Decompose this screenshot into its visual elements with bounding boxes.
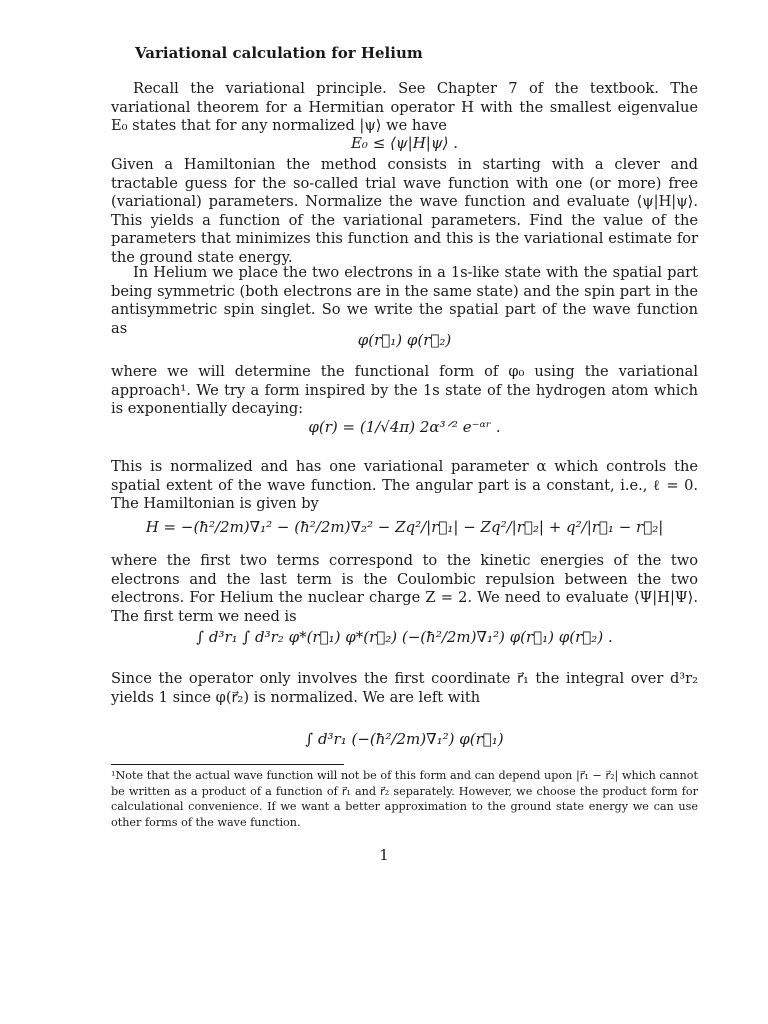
paragraph-text: Since the operator only involves the first coordinate r⃗₁ the integral over d³r₂ yields 1 since φ(r⃗₂) is normalized. We are left with bbox=[111, 670, 698, 706]
equation-remaining-integral: ∫ d³r₁ (−(ħ²/2m)∇₁²) φ(r⃗₁) bbox=[305, 730, 504, 748]
footnote-text: ¹Note that the actual wave function will not be of this form and can depend upon |r⃗₁ − r⃗₂| which cannot be written as a product of a function of r⃗₁ and r⃗₂ separately. However, we choose the product form for calculational convenience. If we want a better approximation to the ground state energy we can use other forms of the wave function. bbox=[111, 769, 698, 829]
footnote bbox=[111, 768, 698, 830]
paragraph-method bbox=[111, 156, 698, 267]
paragraph-trial-form bbox=[111, 363, 698, 419]
paragraph-text: This is normalized and has one variational parameter α which controls the spatial extent of the wave function. The angular part is a constant, i.e., ℓ = 0. The Hamiltonian is given by bbox=[111, 458, 698, 512]
paragraph-normalization bbox=[111, 458, 698, 514]
equation-product-wavefunction: φ(r⃗₁) φ(r⃗₂) bbox=[357, 331, 452, 349]
paragraph-helium-setup bbox=[111, 264, 698, 338]
equation-hamiltonian: H = −(ħ²/2m)∇₁² − (ħ²/2m)∇₂² − Zq²/|r⃗₁| − Zq²/|r⃗₂| + q²/|r⃗₁ − r⃗₂| bbox=[145, 518, 664, 536]
paragraph-text: Given a Hamiltonian the method consists in starting with a clever and tractable guess for the so-called trial wave function with one (or more) free (variational) parameters. Normalize the wave function and evaluate ⟨ψ|H|ψ⟩. This yields a function of the variational parameters. Find the value of the parameters that minimizes this function and this is the variational estimate for the ground state energy. bbox=[111, 156, 698, 266]
paragraph-text: In Helium we place the two electrons in a 1s-like state with the spatial part being symmetric (both electrons are in the same state) and the spin part in the antisymmetric spin singlet. So we write the spatial part of the wave function as bbox=[111, 264, 698, 337]
equation-first-term: ∫ d³r₁ ∫ d³r₂ φ*(r⃗₁) φ*(r⃗₂) (−(ħ²/2m)∇₁²) φ(r⃗₁) φ(r⃗₂) . bbox=[196, 628, 613, 646]
section-title: Variational calculation for Helium bbox=[135, 44, 423, 62]
paragraph-variational-principle bbox=[111, 80, 698, 136]
paragraph-text: where the first two terms correspond to the kinetic energies of the two electrons and the last term is the Coulombic repulsion between the two electrons. For Helium the nuclear charge Z = 2. We need to evaluate ⟨Ψ|H|Ψ⟩. The first term we need is bbox=[111, 552, 698, 625]
paragraph-text: Recall the variational principle. See Chapter 7 of the textbook. The variational theorem for a Hermitian operator H with the smallest eigenvalue E₀ states that for any normalized |ψ⟩ we have bbox=[111, 80, 698, 134]
paragraph-integral-reduction bbox=[111, 670, 698, 707]
footnote-rule bbox=[111, 764, 344, 765]
equation-variational-bound: E₀ ≤ ⟨ψ|H|ψ⟩ . bbox=[350, 134, 459, 152]
equation-trial-wavefunction: φ(r) = (1/√4π) 2α³ᐟ² e⁻ᵅʳ . bbox=[308, 418, 501, 436]
paragraph-text: where we will determine the functional form of φ₀ using the variational approach¹. We try a form inspired by the 1s state of the hydrogen atom which is exponentially decaying: bbox=[111, 363, 698, 417]
paragraph-hamiltonian-terms bbox=[111, 552, 698, 626]
page-number: 1 bbox=[379, 846, 389, 864]
